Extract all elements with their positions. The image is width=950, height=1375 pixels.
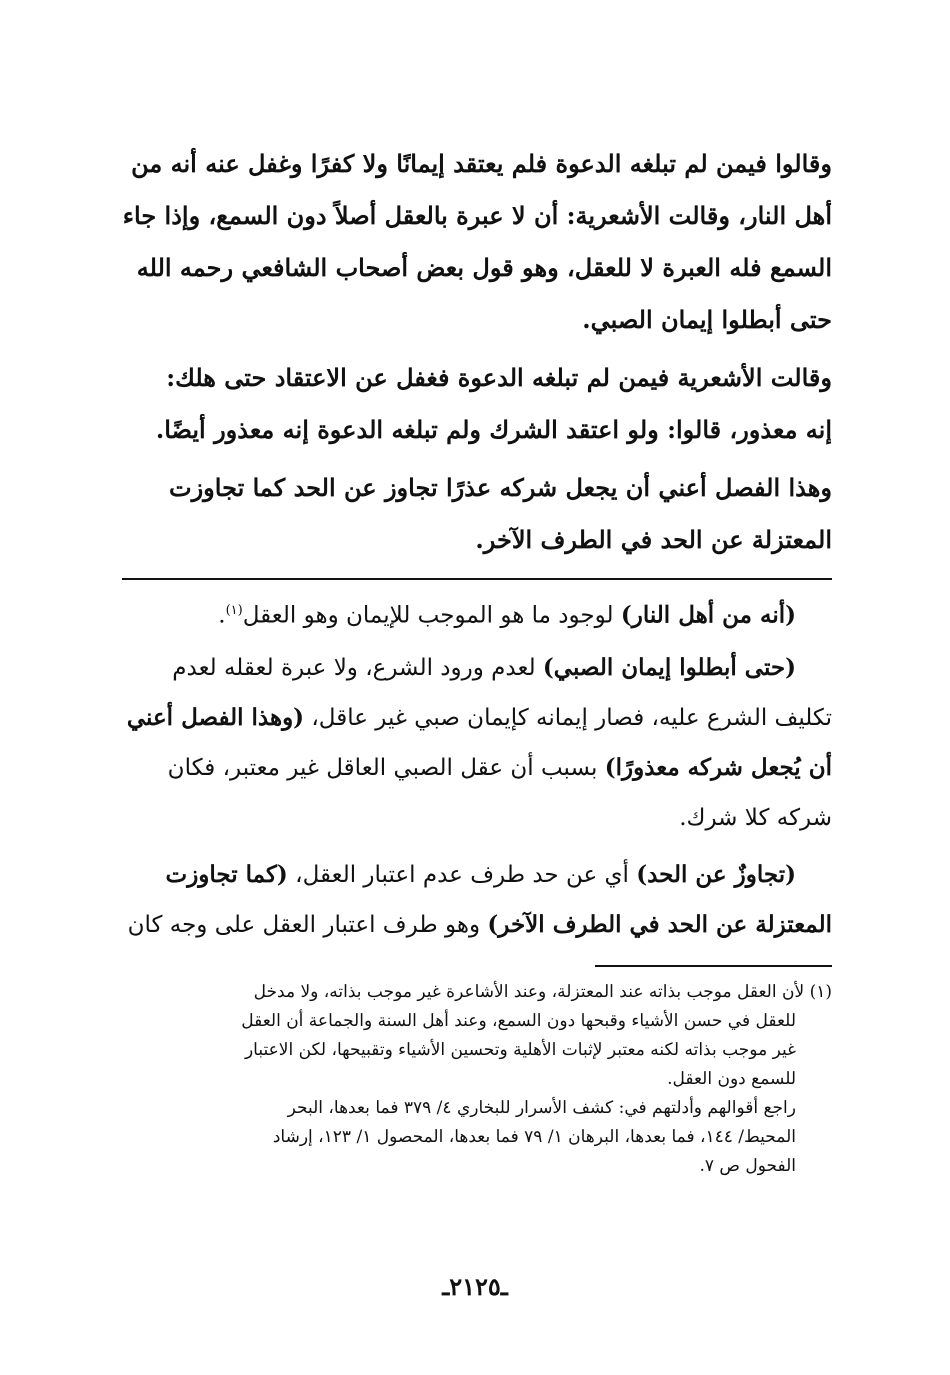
commentary-lemma: (وهذا الفصل أعني	[126, 704, 305, 731]
footnote-line: (١) لأن العقل موجب بذاته عند المعتزلة، وعند الأشاعرة غير موجب بذاته، ولا مدخل	[253, 982, 832, 1002]
commentary-1	[122, 586, 832, 636]
footnote-line: الفحول ص ٧.	[699, 1156, 796, 1176]
commentary-text: لوجود ما هو الموجب للإيمان وهو العقل	[242, 602, 621, 629]
commentary-text: وهو طرف اعتبار العقل على وجه كان	[127, 912, 488, 938]
text-line	[122, 643, 832, 693]
text-line: شركه كلا شرك.	[679, 805, 832, 831]
text-line: المعتزلة عن الحد في الطرف الآخر.	[475, 525, 832, 554]
footnote	[122, 978, 832, 1181]
commentary-text: بسبب أن عقل الصبي العاقل غير معتبر، فكان	[167, 755, 605, 781]
footnote-line: للعقل في حسن الأشياء وقبحها دون السمع، وعند أهل السنة والجماعة أن العقل	[241, 1011, 796, 1031]
text-line: وقالت الأشعرية فيمن لم تبلغه الدعوة فغفل عن الاعتقاد حتى هلك:	[166, 363, 832, 392]
footnote-line: للسمع دون العقل.	[667, 1069, 796, 1089]
text-line: أهل النار، وقالت الأشعرية: أن لا عبرة بالعقل أصلاً دون السمع، وإذا جاء	[122, 201, 832, 230]
text-line: إنه معذور، قالوا: ولو اعتقد الشرك ولم تبلغه الدعوة إنه معذور أيضًا.	[155, 415, 832, 444]
text-line: وقالوا فيمن لم تبلغه الدعوة فلم يعتقد إيمانًا ولا كفرًا وغفل عنه أنه من	[131, 149, 832, 178]
text-line: حتى أبطلوا إيمان الصبي.	[582, 305, 832, 334]
footnote-divider	[595, 965, 832, 967]
footnote-line: راجع أقوالهم وأدلتهم في: كشف الأسرار للبخاري ٤/ ٣٧٩ فما بعدها، البحر	[287, 1098, 796, 1118]
commentary-lemma: (تجاوزٌ عن الحد)	[636, 861, 796, 888]
commentary-3	[122, 850, 832, 950]
commentary-text: لعدم ورود الشرع، ولا عبرة لعقله لعدم	[172, 655, 543, 681]
text-line	[122, 693, 832, 743]
main-paragraph-3	[122, 462, 832, 566]
text-line	[122, 743, 832, 793]
footnote-reference: (١)	[225, 603, 243, 618]
footnote-line: المحيط/ ١٤٤، فما بعدها، البرهان ١/ ٧٩ فما بعدها، المحصول ١/ ١٢٣، إرشاد	[272, 1127, 796, 1147]
text-line: وهذا الفصل أعني أن يجعل شركه عذرًا تجاوز عن الحد كما تجاوزت	[169, 473, 832, 502]
commentary-lemma: (حتى أبطلوا إيمان الصبي)	[542, 654, 796, 681]
commentary-lemma: أن يُجعل شركه معذورًا)	[604, 754, 832, 781]
commentary-text: تكليف الشرع عليه، فصار إيمانه كإيمان صبي غير عاقل،	[304, 705, 832, 731]
commentary-lemma: (أنه من أهل النار)	[620, 601, 796, 629]
commentary-text: أي عن حد طرف عدم اعتبار العقل،	[287, 862, 637, 888]
main-paragraph-2	[122, 352, 832, 456]
text-line	[122, 586, 832, 636]
main-paragraph-1	[122, 138, 832, 346]
commentary-lemma: (كما تجاوزت	[165, 861, 288, 888]
text-line: السمع فله العبرة لا للعقل، وهو قول بعض أصحاب الشافعي رحمه الله	[136, 253, 832, 282]
main-divider	[122, 578, 832, 580]
footnote-line: غير موجب بذاته لكنه معتبر لإثبات الأهلية وتحسين الأشياء وتقبيحها، لكن الاعتبار	[244, 1040, 796, 1060]
commentary-2	[122, 643, 832, 843]
commentary-lemma: المعتزلة عن الحد في الطرف الآخر)	[487, 911, 832, 938]
text-line	[122, 900, 832, 950]
page-number: ـ٢١٢٥ـ	[442, 1272, 508, 1301]
text-line	[122, 850, 832, 900]
commentary-end: .	[218, 602, 226, 629]
